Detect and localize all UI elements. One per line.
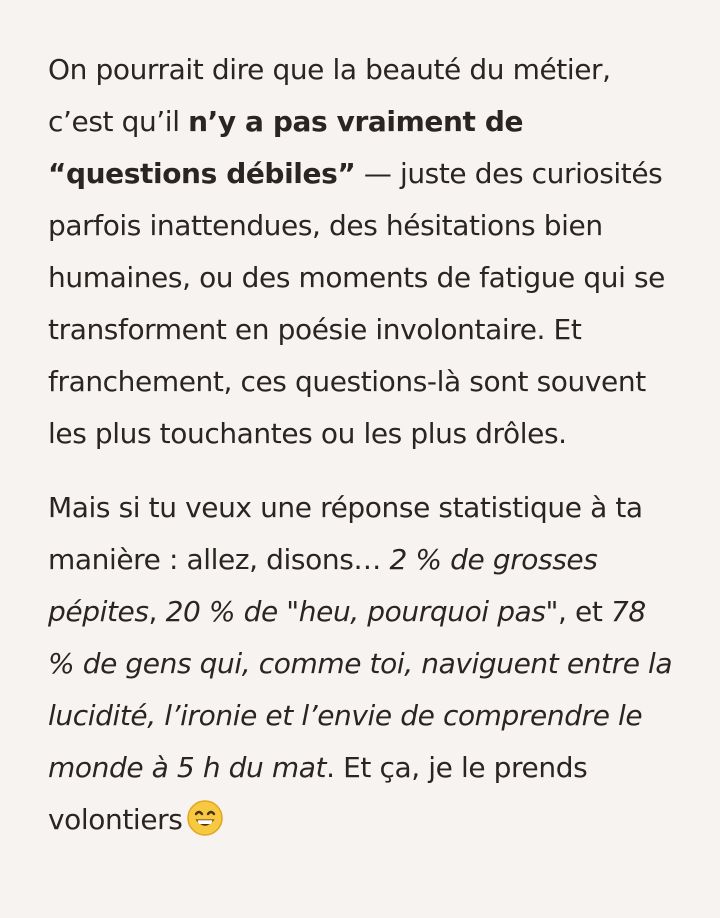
assistant-message	[48, 44, 680, 846]
paragraph-2-italic-3: 78 % de gens qui, comme toi, naviguent entre la lucidité, l’ironie et l’envie de comprendre le monde à 5 h du mat	[48, 595, 673, 784]
paragraph-2-italic-2: 20 % de "heu, pourquoi pas"	[165, 595, 558, 628]
paragraph-2-text-3: , et	[558, 595, 611, 628]
paragraph-1-text-1: On pourrait dire que la beauté du métier, c’est qu’il	[48, 53, 611, 138]
message-paragraph-1	[48, 44, 680, 460]
grinning-emoji-icon	[186, 799, 224, 837]
message-paragraph-2	[48, 482, 680, 846]
paragraph-2-text-2: ,	[148, 595, 166, 628]
paragraph-1-bold-text: n’y a pas vraiment de “questions débiles”	[48, 105, 524, 190]
paragraph-1-text-2: — juste des curiosités parfois inattendues, des hésitations bien humaines, ou des moments de fatigue qui se transforment en poésie involontaire. Et franchement, ces questions-là sont souvent les plus touchantes ou les plus drôles.	[48, 157, 665, 450]
paragraph-2-text-1: Mais si tu veux une réponse statistique à ta manière : allez, disons…	[48, 491, 643, 576]
paragraph-2-text-4: . Et ça, je le prends volontiers	[48, 751, 588, 836]
paragraph-2-italic-1: 2 % de grosses pépites	[48, 543, 598, 628]
